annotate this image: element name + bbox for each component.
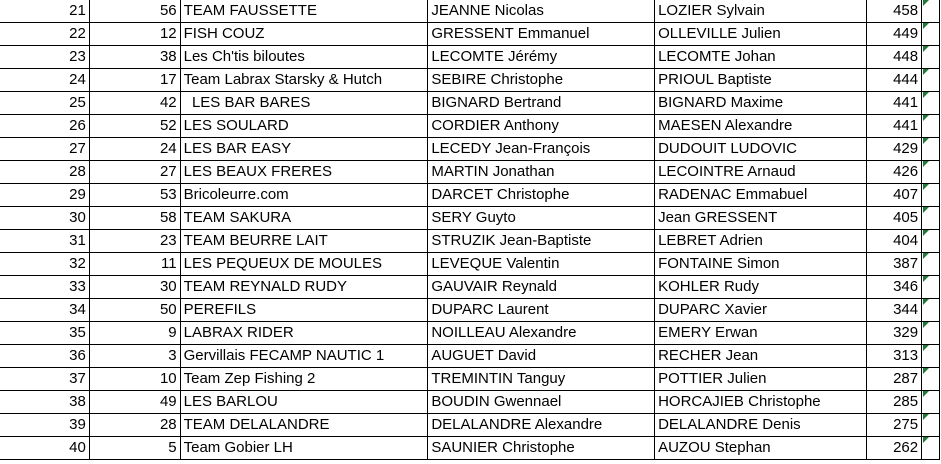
team-number-cell[interactable]: 17 (89, 69, 180, 92)
edge-cell[interactable] (922, 253, 940, 276)
comment-indicator-icon (923, 345, 929, 351)
team-number-cell[interactable]: 28 (89, 414, 180, 437)
score-cell[interactable]: 407 (866, 184, 921, 207)
comment-indicator-icon (923, 414, 929, 420)
comment-indicator-icon (923, 391, 929, 397)
pilot-2-cell[interactable]: RECHER Jean (655, 345, 867, 368)
team-name-cell[interactable]: TEAM DELALANDRE (180, 414, 428, 437)
table-row (0, 414, 940, 437)
pilot-1-cell[interactable]: AUGUET David (428, 345, 655, 368)
pilot-2-cell[interactable]: POTTIER Julien (655, 368, 867, 391)
comment-indicator-icon (923, 115, 929, 121)
table-row (0, 69, 940, 92)
score-cell[interactable]: 441 (866, 92, 921, 115)
table-row (0, 322, 940, 345)
rank-cell[interactable]: 34 (0, 299, 89, 322)
table-row (0, 276, 940, 299)
score-cell[interactable]: 329 (866, 322, 921, 345)
comment-indicator-icon (923, 276, 929, 282)
score-cell[interactable]: 285 (866, 391, 921, 414)
edge-cell[interactable] (922, 437, 940, 460)
edge-cell[interactable] (922, 414, 940, 437)
team-name-cell[interactable]: FISH COUZ (180, 23, 428, 46)
team-number-cell[interactable]: 53 (89, 184, 180, 207)
team-number-cell[interactable]: 3 (89, 345, 180, 368)
table-row (0, 437, 940, 460)
table-row (0, 115, 940, 138)
table-row (0, 161, 940, 184)
score-cell[interactable]: 404 (866, 230, 921, 253)
table-row (0, 46, 940, 69)
score-cell[interactable]: 426 (866, 161, 921, 184)
team-number-cell[interactable]: 24 (89, 138, 180, 161)
score-cell[interactable]: 346 (866, 276, 921, 299)
comment-indicator-icon (923, 437, 929, 443)
rank-cell[interactable]: 29 (0, 184, 89, 207)
team-number-cell[interactable]: 10 (89, 368, 180, 391)
rank-cell[interactable]: 25 (0, 92, 89, 115)
pilot-2-cell[interactable]: AUZOU Stephan (655, 437, 867, 460)
edge-cell[interactable] (922, 230, 940, 253)
pilot-2-cell[interactable]: KOHLER Rudy (655, 276, 867, 299)
pilot-1-cell[interactable]: BOUDIN Gwennael (428, 391, 655, 414)
edge-cell[interactable] (922, 391, 940, 414)
comment-indicator-icon (923, 161, 929, 167)
pilot-1-cell[interactable]: BIGNARD Bertrand (428, 92, 655, 115)
team-number-cell[interactable]: 27 (89, 161, 180, 184)
pilot-1-cell[interactable]: GRESSENT Emmanuel (428, 23, 655, 46)
team-name-cell[interactable]: PEREFILS (180, 299, 428, 322)
edge-cell[interactable] (922, 299, 940, 322)
table-row (0, 230, 940, 253)
pilot-1-cell[interactable]: SERY Guyto (428, 207, 655, 230)
rank-cell[interactable]: 28 (0, 161, 89, 184)
team-number-cell[interactable]: 49 (89, 391, 180, 414)
pilot-1-cell[interactable]: DELALANDRE Alexandre (428, 414, 655, 437)
score-cell[interactable]: 387 (866, 253, 921, 276)
pilot-1-cell[interactable]: DARCET Christophe (428, 184, 655, 207)
score-cell[interactable]: 449 (866, 23, 921, 46)
pilot-2-cell[interactable]: DUDOUIT LUDOVIC (655, 138, 867, 161)
team-name-cell[interactable]: TEAM REYNALD RUDY (180, 276, 428, 299)
pilot-1-cell[interactable]: MARTIN Jonathan (428, 161, 655, 184)
pilot-2-cell[interactable]: LEBRET Adrien (655, 230, 867, 253)
rank-cell[interactable]: 30 (0, 207, 89, 230)
pilot-2-cell[interactable]: LECOMTE Johan (655, 46, 867, 69)
team-name-cell[interactable]: LES BARLOU (180, 391, 428, 414)
pilot-2-cell[interactable]: PRIOUL Baptiste (655, 69, 867, 92)
comment-indicator-icon (923, 368, 929, 374)
edge-cell[interactable] (922, 161, 940, 184)
comment-indicator-icon (923, 184, 929, 190)
team-number-cell[interactable]: 23 (89, 230, 180, 253)
rank-cell[interactable]: 26 (0, 115, 89, 138)
score-cell[interactable]: 458 (866, 0, 921, 23)
edge-cell[interactable] (922, 69, 940, 92)
comment-indicator-icon (923, 253, 929, 259)
table-row (0, 92, 940, 115)
table-row (0, 207, 940, 230)
team-name-cell[interactable]: TEAM FAUSSETTE (180, 0, 428, 23)
team-number-cell[interactable]: 11 (89, 253, 180, 276)
comment-indicator-icon (923, 46, 929, 52)
score-cell[interactable]: 444 (866, 69, 921, 92)
table-row (0, 299, 940, 322)
edge-cell[interactable] (922, 207, 940, 230)
pilot-2-cell[interactable]: DUPARC Xavier (655, 299, 867, 322)
team-name-cell[interactable]: Les Ch'tis biloutes (180, 46, 428, 69)
team-number-cell[interactable]: 38 (89, 46, 180, 69)
pilot-1-cell[interactable]: JEANNE Nicolas (428, 0, 655, 23)
comment-indicator-icon (923, 138, 929, 144)
rank-cell[interactable]: 23 (0, 46, 89, 69)
table-row (0, 184, 940, 207)
team-name-cell[interactable]: LES BAR EASY (180, 138, 428, 161)
comment-indicator-icon (923, 69, 929, 75)
rank-cell[interactable]: 32 (0, 253, 89, 276)
team-name-cell[interactable]: TEAM SAKURA (180, 207, 428, 230)
pilot-1-cell[interactable]: STRUZIK Jean-Baptiste (428, 230, 655, 253)
table-row (0, 345, 940, 368)
team-number-cell[interactable]: 58 (89, 207, 180, 230)
score-cell[interactable]: 262 (866, 437, 921, 460)
table-row (0, 0, 940, 23)
team-name-cell[interactable]: LES BEAUX FRERES (180, 161, 428, 184)
pilot-2-cell[interactable]: BIGNARD Maxime (655, 92, 867, 115)
table-row (0, 23, 940, 46)
comment-indicator-icon (923, 0, 929, 6)
team-number-cell[interactable]: 30 (89, 276, 180, 299)
edge-cell[interactable] (922, 46, 940, 69)
rank-cell[interactable]: 21 (0, 0, 89, 23)
rank-cell[interactable]: 22 (0, 23, 89, 46)
score-cell[interactable]: 429 (866, 138, 921, 161)
team-name-cell[interactable]: LES SOULARD (180, 115, 428, 138)
pilot-2-cell[interactable]: Jean GRESSENT (655, 207, 867, 230)
rank-cell[interactable]: 37 (0, 368, 89, 391)
team-name-cell[interactable]: LES PEQUEUX DE MOULES (180, 253, 428, 276)
pilot-1-cell[interactable]: LECOMTE Jérémy (428, 46, 655, 69)
table-row (0, 253, 940, 276)
pilot-2-cell[interactable]: HORCAJIEB Christophe (655, 391, 867, 414)
team-number-cell[interactable]: 5 (89, 437, 180, 460)
edge-cell[interactable] (922, 92, 940, 115)
pilot-1-cell[interactable]: TREMINTIN Tanguy (428, 368, 655, 391)
rank-cell[interactable]: 31 (0, 230, 89, 253)
pilot-2-cell[interactable]: LECOINTRE Arnaud (655, 161, 867, 184)
pilot-2-cell[interactable]: DELALANDRE Denis (655, 414, 867, 437)
pilot-2-cell[interactable]: RADENAC Emmabuel (655, 184, 867, 207)
table-row (0, 138, 940, 161)
team-name-cell[interactable]: Team Labrax Starsky & Hutch (180, 69, 428, 92)
pilot-1-cell[interactable]: CORDIER Anthony (428, 115, 655, 138)
comment-indicator-icon (923, 23, 929, 29)
rank-cell[interactable]: 36 (0, 345, 89, 368)
edge-cell[interactable] (922, 23, 940, 46)
team-number-cell[interactable]: 56 (89, 0, 180, 23)
edge-cell[interactable] (922, 276, 940, 299)
score-cell[interactable]: 448 (866, 46, 921, 69)
table-row (0, 391, 940, 414)
pilot-1-cell[interactable]: LEVEQUE Valentin (428, 253, 655, 276)
score-cell[interactable]: 287 (866, 368, 921, 391)
rank-cell[interactable]: 27 (0, 138, 89, 161)
edge-cell[interactable] (922, 0, 940, 23)
score-cell[interactable]: 405 (866, 207, 921, 230)
edge-cell[interactable] (922, 345, 940, 368)
pilot-1-cell[interactable]: SAUNIER Christophe (428, 437, 655, 460)
comment-indicator-icon (923, 299, 929, 305)
pilot-2-cell[interactable]: EMERY Erwan (655, 322, 867, 345)
team-name-cell[interactable]: Team Zep Fishing 2 (180, 368, 428, 391)
pilot-1-cell[interactable]: NOILLEAU Alexandre (428, 322, 655, 345)
pilot-1-cell[interactable]: GAUVAIR Reynald (428, 276, 655, 299)
pilot-2-cell[interactable]: MAESEN Alexandre (655, 115, 867, 138)
comment-indicator-icon (923, 207, 929, 213)
rank-cell[interactable]: 39 (0, 414, 89, 437)
rank-cell[interactable]: 35 (0, 322, 89, 345)
pilot-2-cell[interactable]: LOZIER Sylvain (655, 0, 867, 23)
team-name-cell[interactable]: Gervillais FECAMP NAUTIC 1 (180, 345, 428, 368)
pilot-1-cell[interactable]: SEBIRE Christophe (428, 69, 655, 92)
rank-cell[interactable]: 40 (0, 437, 89, 460)
rank-cell[interactable]: 33 (0, 276, 89, 299)
team-name-cell[interactable]: LABRAX RIDER (180, 322, 428, 345)
score-cell[interactable]: 313 (866, 345, 921, 368)
team-number-cell[interactable]: 12 (89, 23, 180, 46)
team-number-cell[interactable]: 52 (89, 115, 180, 138)
edge-cell[interactable] (922, 184, 940, 207)
pilot-1-cell[interactable]: LECEDY Jean-François (428, 138, 655, 161)
team-name-cell[interactable]: TEAM BEURRE LAIT (180, 230, 428, 253)
table-row (0, 368, 940, 391)
team-number-cell[interactable]: 50 (89, 299, 180, 322)
rank-cell[interactable]: 38 (0, 391, 89, 414)
score-cell[interactable]: 441 (866, 115, 921, 138)
team-name-cell[interactable]: Bricoleurre.com (180, 184, 428, 207)
team-number-cell[interactable]: 9 (89, 322, 180, 345)
rank-cell[interactable]: 24 (0, 69, 89, 92)
edge-cell[interactable] (922, 138, 940, 161)
edge-cell[interactable] (922, 115, 940, 138)
score-cell[interactable]: 344 (866, 299, 921, 322)
pilot-1-cell[interactable]: DUPARC Laurent (428, 299, 655, 322)
comment-indicator-icon (923, 230, 929, 236)
pilot-2-cell[interactable]: OLLEVILLE Julien (655, 23, 867, 46)
comment-indicator-icon (923, 92, 929, 98)
edge-cell[interactable] (922, 322, 940, 345)
comment-indicator-icon (923, 322, 929, 328)
team-name-cell[interactable]: Team Gobier LH (180, 437, 428, 460)
pilot-2-cell[interactable]: FONTAINE Simon (655, 253, 867, 276)
team-number-cell[interactable]: 42 (89, 92, 180, 115)
edge-cell[interactable] (922, 368, 940, 391)
team-name-cell[interactable]: LES BAR BARES (180, 92, 428, 115)
score-cell[interactable]: 275 (866, 414, 921, 437)
